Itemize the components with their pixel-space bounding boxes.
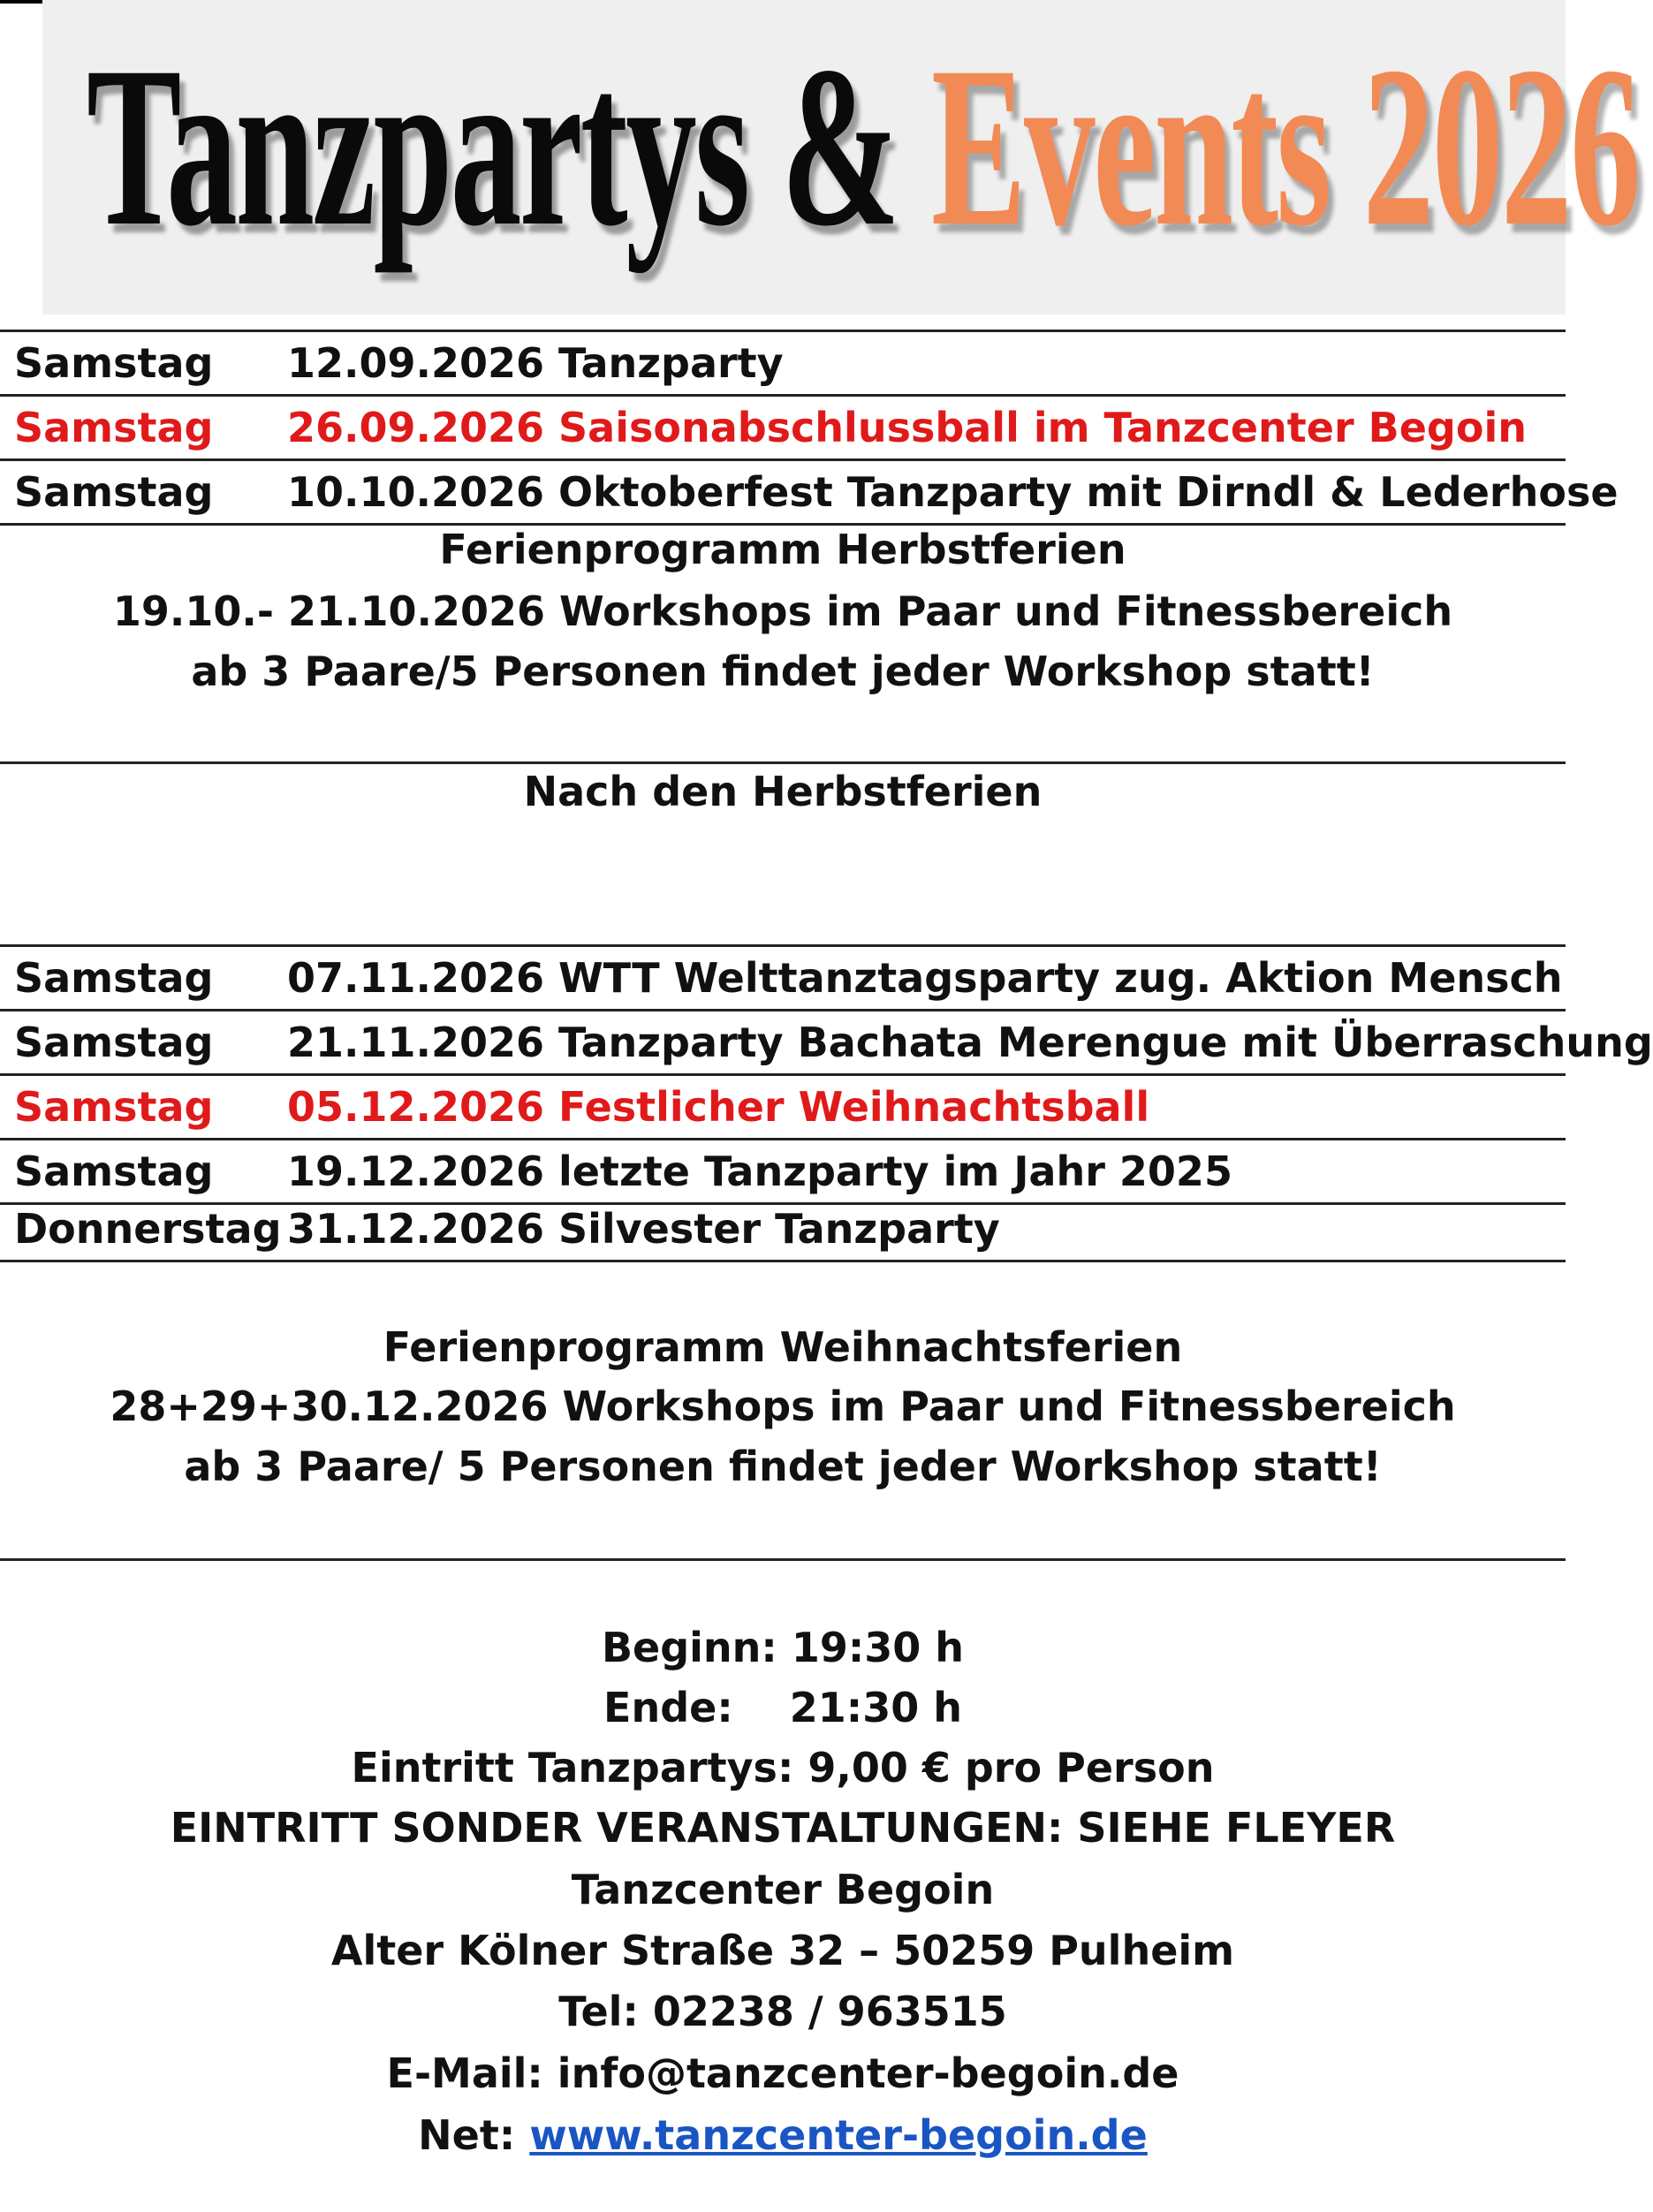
info-entry-price: Eintritt Tanzpartys: 9,00 € pro Person [351, 1744, 1215, 1792]
event-description: 19.12.2026 letzte Tanzparty im Jahr 2025 [287, 1148, 1232, 1195]
event-day: Samstag [14, 954, 214, 1002]
venue-email: E-Mail: info@tanzcenter-begoin.de [386, 2049, 1179, 2097]
event-row [0, 1011, 1653, 1076]
page-title [87, 19, 1640, 274]
event-day: Samstag [14, 1019, 214, 1066]
event-description: 21.11.2026 Tanzparty Bachata Merengue mit Überraschung [287, 1019, 1653, 1066]
website-link[interactable]: www.tanzcenter-begoin.de [529, 2111, 1148, 2159]
event-day: Samstag [14, 1083, 214, 1131]
venue-website [0, 2111, 1566, 2160]
title-accent: Events 2026 [930, 19, 1640, 274]
winter-program-note: ab 3 Paare/ 5 Personen findet jeder Workshop statt! [184, 1443, 1382, 1490]
event-row [0, 461, 1619, 526]
venue-phone: Tel: 02238 / 963515 [558, 1988, 1007, 2035]
section-heading: Nach den Herbstferien [523, 768, 1043, 815]
website-label: Net: [418, 2111, 530, 2159]
event-row [0, 332, 1566, 397]
info-end: Ende: 21:30 h [603, 1684, 962, 1731]
header-banner [42, 0, 1640, 314]
divider [0, 1558, 1566, 1561]
winter-program-title: Ferienprogramm Weihnachtsferien [383, 1323, 1183, 1371]
autumn-program-dates: 19.10.- 21.10.2026 Workshops im Paar und Fitnessbereich [112, 587, 1453, 635]
autumn-program-title: Ferienprogramm Herbstferien [439, 526, 1126, 573]
event-row-highlight [0, 1076, 1566, 1140]
corner-mark [0, 0, 42, 4]
event-description: 31.12.2026 Silvester Tanzparty [287, 1205, 1000, 1253]
event-description: 10.10.2026 Oktoberfest Tanzparty mit Dirndl & Lederhose [287, 468, 1619, 516]
event-day: Samstag [14, 404, 214, 451]
event-description: 05.12.2026 Festlicher Weihnachtsball [287, 1083, 1150, 1131]
venue-name: Tanzcenter Begoin [571, 1866, 995, 1913]
event-day: Donnerstag [14, 1205, 282, 1253]
venue-address: Alter Kölner Straße 32 – 50259 Pulheim [330, 1927, 1235, 1974]
event-day: Samstag [14, 339, 214, 387]
divider [0, 761, 1566, 764]
event-description: 26.09.2026 Saisonabschlussball im Tanzcenter Begoin [287, 404, 1527, 451]
info-begin: Beginn: 19:30 h [601, 1624, 965, 1671]
event-day: Samstag [14, 1148, 214, 1195]
event-description: 12.09.2026 Tanzparty [287, 339, 784, 387]
info-special-entry: EINTRITT SONDER VERANSTALTUNGEN: SIEHE FLEYER [170, 1804, 1396, 1852]
event-row [0, 1140, 1566, 1205]
autumn-program-note: ab 3 Paare/5 Personen findet jeder Workshop statt! [191, 648, 1375, 695]
event-row [0, 1198, 1566, 1262]
event-description: 07.11.2026 WTT Welttanztagsparty zug. Aktion Mensch [287, 954, 1563, 1002]
event-row-highlight [0, 397, 1566, 461]
winter-program-dates: 28+29+30.12.2026 Workshops im Paar und Fitnessbereich [110, 1382, 1456, 1430]
event-row [0, 947, 1566, 1011]
event-day: Samstag [14, 468, 214, 516]
title-main: Tanzpartys & [87, 19, 931, 274]
